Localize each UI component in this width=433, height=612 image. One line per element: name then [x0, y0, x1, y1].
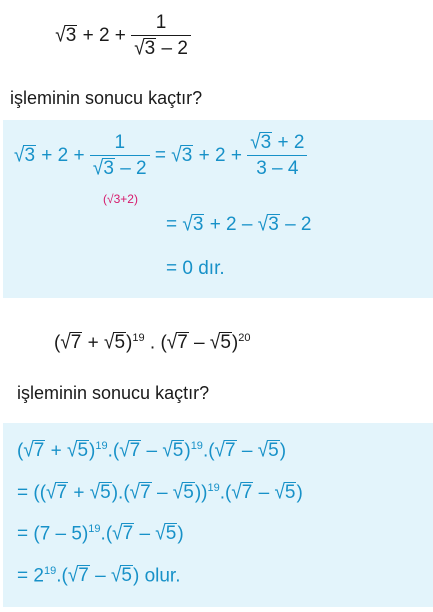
problem2-prompt: işleminin sonucu kaçtır? [17, 383, 210, 403]
solution1-line1: √3 + 2 + $\frac{1}{√3 - 2}$ = √3 + 2 + $\frac{√3 + 2}{3 - 4}$ [14, 132, 307, 180]
solution2-line4: = $2^{19}.(√7 - √5)$ olur. [17, 564, 181, 588]
solution2-line2: = $((√7 + √5).(√7 - √5))^{19}.(√7 - √5)$ [17, 481, 303, 505]
solution1-line3: = 0 dır. [166, 258, 225, 279]
problem1-expression: √3 + 2 + $\frac{1}{√3 - 2}$ [50, 12, 191, 60]
problem1-prompt: işleminin sonucu kaçtır? [10, 88, 203, 108]
solution2-line1: $(√7 + √5)^{19}.(√7 - √5)^{19}.(√7 - √5)$ [17, 439, 287, 463]
solution1-line2: = √3 + 2 – √3 – 2 [166, 212, 312, 236]
conjugate-hint: (√3+2) [103, 192, 138, 206]
problem2-expression: $(√7 + √5)^{19}$ . (√7 – √5)$^{20}$ [54, 331, 251, 355]
solution2-line3: = (7 – 5)$^{19}$.(√7 – √5) [17, 522, 184, 546]
